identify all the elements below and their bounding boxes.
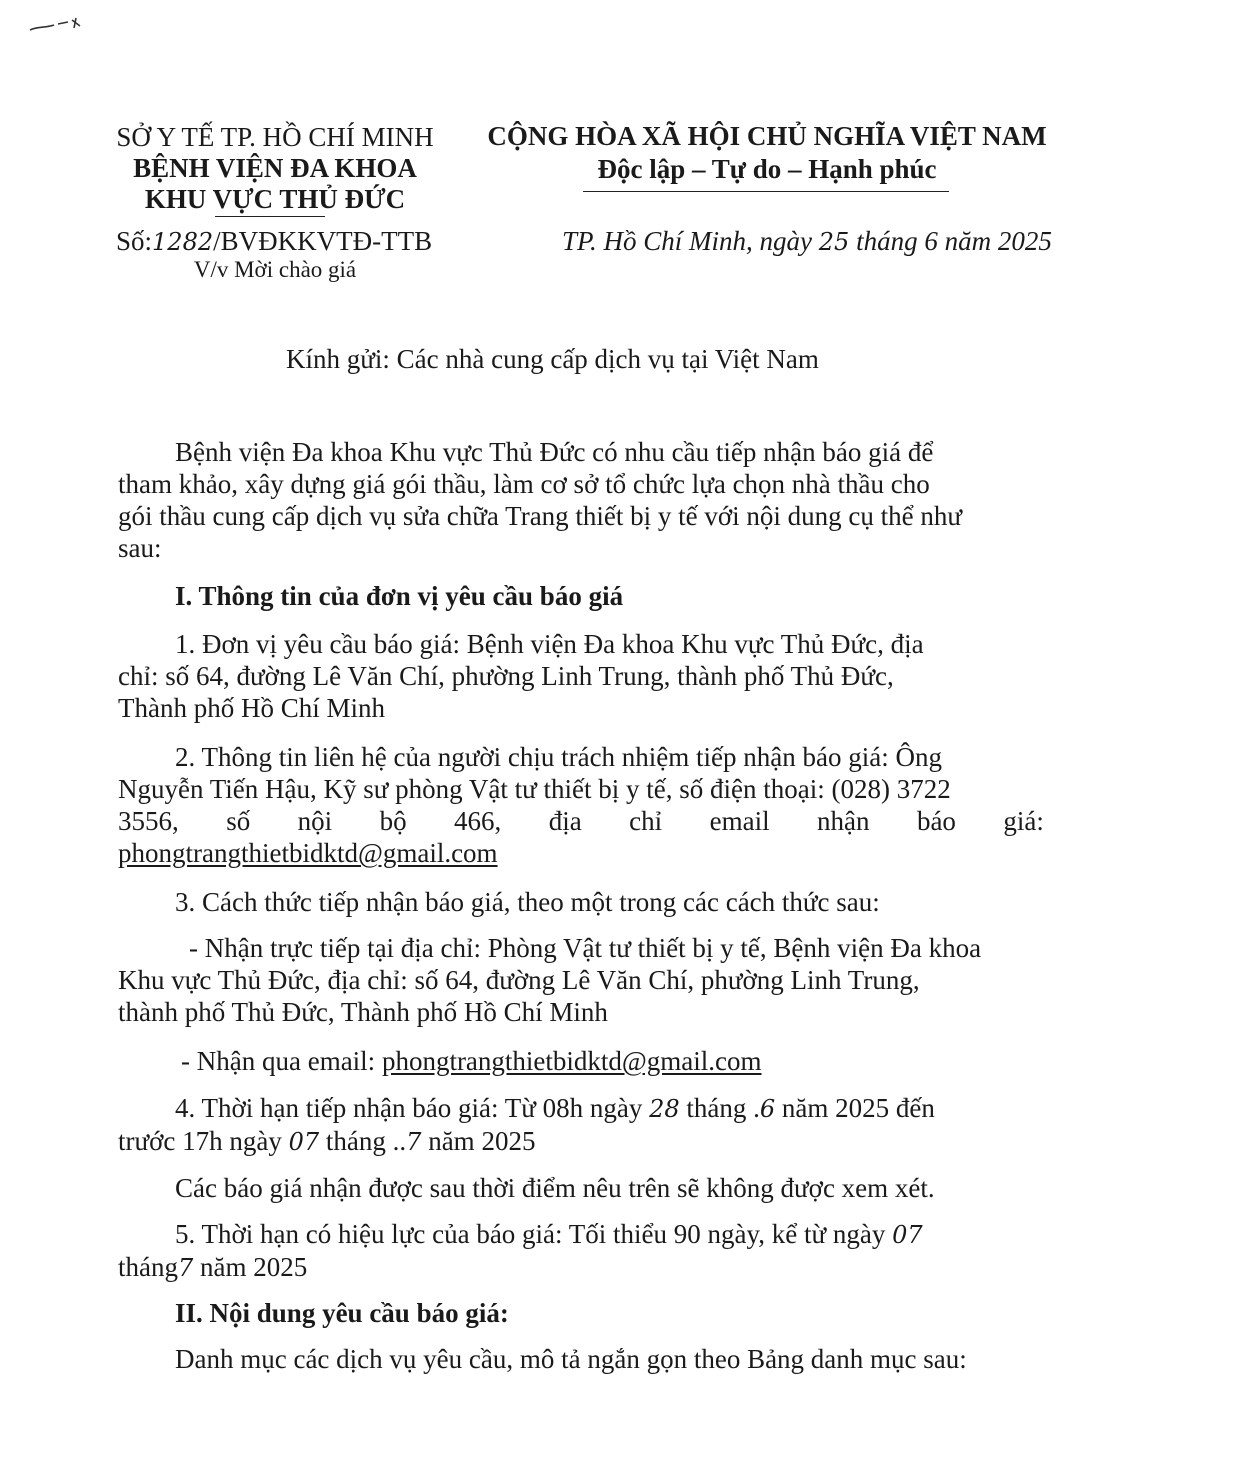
item4-to-day: 07 bbox=[288, 1128, 320, 1156]
scan-mark-icon bbox=[28, 14, 88, 38]
intro-line2: tham khảo, xây dựng giá gói thầu, làm cơ sở tổ chức lựa chọn nhà thầu cho bbox=[118, 469, 930, 499]
item2-line1: 2. Thông tin liên hệ của người chịu trách nhiệm tiếp nhận báo giá: Ông bbox=[175, 742, 942, 772]
item2-line3-word: chỉ bbox=[629, 806, 663, 836]
item3-direct-paragraph bbox=[118, 932, 1044, 1028]
item2-line3 bbox=[118, 805, 1044, 837]
section1-title: I. Thông tin của đơn vị yêu cầu báo giá bbox=[175, 581, 624, 611]
nation-motto: Độc lập – Tự do – Hạnh phúc bbox=[597, 154, 937, 184]
doc-number-suffix: /BVĐKKVTĐ-TTB bbox=[213, 226, 433, 256]
hospital-name-line1: BỆNH VIỆN ĐA KHOA bbox=[133, 153, 417, 183]
section2-intro: Danh mục các dịch vụ yêu cầu, mô tả ngắn gọn theo Bảng danh mục sau: bbox=[175, 1344, 967, 1374]
item4-text-d: trước 17h ngày bbox=[118, 1126, 282, 1156]
item3-email-link[interactable]: phongtrangthietbidktd@gmail.com bbox=[381, 1046, 762, 1076]
item2-line3-word: 466, bbox=[454, 806, 502, 836]
nation-title: CỘNG HÒA XÃ HỘI CHỦ NGHĨA VIỆT NAM bbox=[487, 121, 1047, 151]
recipient-line: Kính gửi: Các nhà cung cấp dịch vụ tại Việt Nam bbox=[286, 344, 819, 374]
item4-text-f: năm 2025 bbox=[428, 1126, 536, 1156]
item5-month: 7 bbox=[178, 1254, 194, 1282]
item4-text-b: tháng . bbox=[686, 1093, 760, 1123]
header-left-underline bbox=[215, 216, 325, 217]
document-number bbox=[116, 226, 432, 258]
item1-paragraph bbox=[118, 628, 1044, 724]
item4-text-c: năm 2025 đến bbox=[781, 1093, 935, 1123]
item5-line2 bbox=[118, 1251, 1044, 1284]
item3-email-line bbox=[181, 1045, 762, 1077]
item5-line1 bbox=[118, 1218, 1044, 1251]
item4-from-day: 28 bbox=[649, 1095, 680, 1123]
item4-note: Các báo giá nhận được sau thời điểm nêu trên sẽ không được xem xét. bbox=[175, 1173, 935, 1203]
item1-line1: 1. Đơn vị yêu cầu báo giá: Bệnh viện Đa khoa Khu vực Thủ Đức, địa bbox=[175, 629, 924, 659]
item4-paragraph bbox=[118, 1092, 1044, 1158]
item2-line3-word: địa bbox=[548, 806, 582, 836]
intro-line4: sau: bbox=[118, 533, 162, 563]
item2-line3-word: giá: bbox=[1003, 806, 1044, 836]
item4-line2 bbox=[118, 1125, 1044, 1158]
document-date bbox=[562, 226, 1052, 258]
item5-text-a: 5. Thời hạn có hiệu lực của báo giá: Tối thiểu 90 ngày, kể từ ngày bbox=[175, 1219, 886, 1249]
item2-line3-word: nhận bbox=[817, 806, 870, 836]
hospital-name-line2: KHU VỰC THỦ ĐỨC bbox=[144, 184, 406, 214]
motto-underline bbox=[583, 191, 949, 192]
date-suffix: tháng 6 năm 2025 bbox=[856, 226, 1052, 256]
date-prefix: TP. Hồ Chí Minh, ngày bbox=[562, 226, 813, 256]
intro-paragraph bbox=[118, 436, 1044, 564]
date-day-handwritten: 25 bbox=[818, 228, 850, 256]
item5-paragraph bbox=[118, 1218, 1044, 1284]
item4-line1 bbox=[118, 1092, 1044, 1125]
section2-title: II. Nội dung yêu cầu báo giá: bbox=[175, 1298, 509, 1328]
item2-paragraph bbox=[118, 741, 1044, 869]
item3-line1: 3. Cách thức tiếp nhận báo giá, theo một trong các cách thức sau: bbox=[175, 887, 880, 917]
item2-line3-word: báo bbox=[916, 806, 956, 836]
intro-line1: Bệnh viện Đa khoa Khu vực Thủ Đức có nhu cầu tiếp nhận báo giá để bbox=[175, 437, 934, 467]
item2-line3-word: số bbox=[226, 806, 251, 836]
item4-to-month: 7 bbox=[406, 1128, 422, 1156]
item2-line3-word: nội bbox=[297, 806, 333, 836]
item2-line3-word: 3556, bbox=[118, 806, 179, 836]
document-subject: V/v Mời chào giá bbox=[193, 257, 357, 282]
item2-email-link[interactable]: phongtrangthietbidktd@gmail.com bbox=[118, 838, 498, 868]
item1-line3: Thành phố Hồ Chí Minh bbox=[118, 693, 385, 723]
item2-line3-word: email bbox=[709, 806, 770, 836]
item4-text-e: tháng .. bbox=[325, 1126, 407, 1156]
item3-direct-line2: Khu vực Thủ Đức, địa chỉ: số 64, đường Lê Văn Chí, phường Linh Trung, bbox=[118, 965, 920, 995]
item4-from-month: 6 bbox=[759, 1095, 776, 1123]
item3-direct-line1: - Nhận trực tiếp tại địa chỉ: Phòng Vật tư thiết bị y tế, Bệnh viện Đa khoa bbox=[189, 933, 982, 963]
item3-direct-line3: thành phố Thủ Đức, Thành phố Hồ Chí Minh bbox=[118, 997, 608, 1027]
doc-number-handwritten: 1282 bbox=[152, 228, 214, 256]
doc-number-prefix: Số: bbox=[116, 226, 153, 256]
item3-email-prefix: - Nhận qua email: bbox=[181, 1046, 376, 1076]
header-left bbox=[100, 122, 450, 215]
item1-line2: chỉ: số 64, đường Lê Văn Chí, phường Linh Trung, thành phố Thủ Đức, bbox=[118, 661, 894, 691]
item5-text-c: năm 2025 bbox=[200, 1252, 308, 1282]
item5-day: 07 bbox=[892, 1221, 923, 1249]
item2-line2: Nguyễn Tiến Hậu, Kỹ sư phòng Vật tư thiết bị y tế, số điện thoại: (028) 3722 bbox=[118, 774, 951, 804]
item4-text-a: 4. Thời hạn tiếp nhận báo giá: Từ 08h ngày bbox=[175, 1093, 643, 1123]
header-right bbox=[470, 120, 1064, 186]
item5-text-b: tháng bbox=[118, 1252, 178, 1282]
intro-line3: gói thầu cung cấp dịch vụ sửa chữa Trang thiết bị y tế với nội dung cụ thể như bbox=[118, 501, 963, 531]
department-name: SỞ Y TẾ TP. HỒ CHÍ MINH bbox=[116, 122, 434, 152]
item2-line3-word: bộ bbox=[379, 806, 407, 836]
